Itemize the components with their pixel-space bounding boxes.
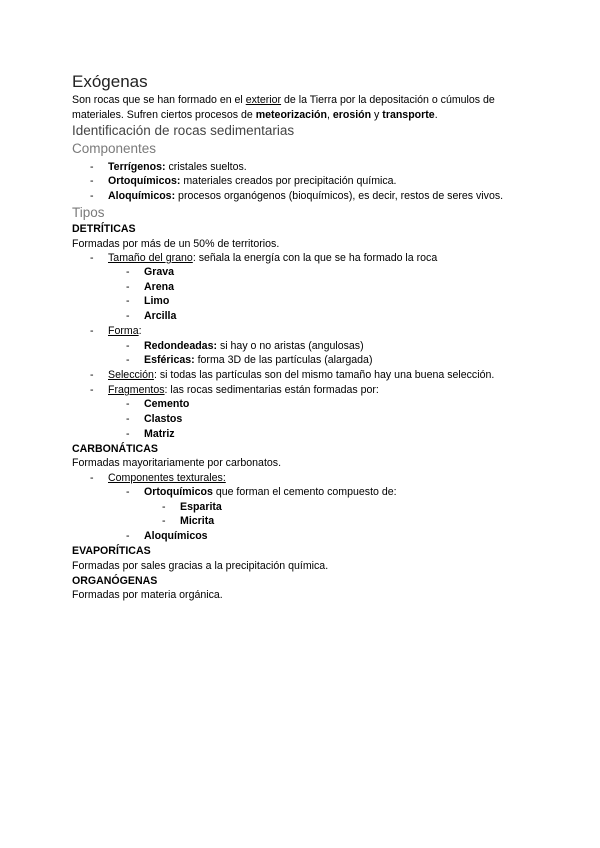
bullet: - xyxy=(126,486,130,498)
meteorizacion-term: meteorización xyxy=(255,109,327,121)
list-item: Matriz xyxy=(144,428,175,440)
intro-text: Son rocas que se han formado en el xyxy=(72,94,246,106)
list-item xyxy=(108,175,397,187)
list-item-text: materiales creados por precipitación química. xyxy=(180,175,397,187)
bullet: - xyxy=(90,252,94,264)
list-item: Cemento xyxy=(144,398,190,410)
bullet: - xyxy=(90,175,94,187)
list-item: Aloquímicos xyxy=(144,530,208,542)
bullet: - xyxy=(126,340,130,352)
bullet: - xyxy=(126,295,130,307)
list-item-term: Terrígenos: xyxy=(108,161,166,173)
list-item xyxy=(144,340,364,352)
list-item xyxy=(108,325,142,337)
carbonaticas-desc: Formadas mayoritariamente por carbonatos. xyxy=(72,457,282,469)
tipos-heading: Tipos xyxy=(72,205,105,220)
bullet: - xyxy=(90,161,94,173)
carbonaticas-title: CARBONÁTICAS xyxy=(72,443,158,455)
bullet: - xyxy=(90,384,94,396)
intro-text: materiales. Sufren ciertos procesos de xyxy=(72,109,256,121)
list-item-text: cristales sueltos. xyxy=(165,161,247,173)
bullet: - xyxy=(126,398,130,410)
list-item-term: Ortoquímicos xyxy=(144,486,213,498)
list-item xyxy=(108,161,247,173)
list-item-text: : si todas las partículas son del mismo tamaño hay una buena selección. xyxy=(153,369,495,381)
list-item: Limo xyxy=(144,295,170,307)
list-item xyxy=(144,354,372,366)
list-item-text: : xyxy=(138,325,142,337)
detriticas-title: DETRÍTICAS xyxy=(72,223,136,235)
list-item xyxy=(108,369,494,381)
list-item-text: forma 3D de las partículas (alargada) xyxy=(194,354,373,366)
list-item-text: : las rocas sedimentarias están formadas por: xyxy=(164,384,379,396)
list-item-text: procesos organógenos (bioquímicos), es decir, restos de seres vivos. xyxy=(175,190,504,202)
bullet: - xyxy=(126,428,130,440)
erosion-term: erosión xyxy=(332,109,372,121)
bullet: - xyxy=(162,501,166,513)
intro-paragraph xyxy=(72,93,495,123)
list-item: Clastos xyxy=(144,413,183,425)
section-heading: Identificación de rocas sedimentarias xyxy=(72,123,295,138)
list-item xyxy=(108,190,503,202)
exterior-term: exterior xyxy=(245,94,282,106)
bullet: - xyxy=(90,472,94,484)
separator: y xyxy=(371,109,383,121)
bullet: - xyxy=(126,530,130,542)
list-item-text: : señala la energía con la que se ha formado la roca xyxy=(192,252,438,264)
bullet: - xyxy=(90,325,94,337)
evaporiticas-desc: Formadas por sales gracias a la precipitación química. xyxy=(72,560,329,572)
list-item-term: Fragmentos xyxy=(108,384,165,396)
list-item: Arcilla xyxy=(144,310,177,322)
detriticas-desc: Formadas por más de un 50% de territorios. xyxy=(72,238,280,250)
transporte-term: transporte xyxy=(382,109,435,121)
list-item xyxy=(144,486,397,498)
list-item-term: Aloquímicos: xyxy=(108,190,176,202)
list-item: Componentes texturales: xyxy=(108,472,226,484)
list-item-term: Tamaño del grano xyxy=(108,252,193,264)
list-item xyxy=(108,384,379,396)
list-item: Grava xyxy=(144,266,175,278)
list-item xyxy=(108,252,437,264)
bullet: - xyxy=(126,310,130,322)
list-item-text: que forman el cemento compuesto de: xyxy=(212,486,397,498)
componentes-heading: Componentes xyxy=(72,141,157,156)
list-item-term: Forma xyxy=(108,325,139,337)
list-item-text: si hay o no aristas (angulosas) xyxy=(217,340,364,352)
intro-text: de la Tierra por la depositación o cúmulos de xyxy=(281,94,495,106)
list-item: Arena xyxy=(144,281,175,293)
organogenas-desc: Formadas por materia orgánica. xyxy=(72,589,223,601)
list-item-term: Redondeadas: xyxy=(144,340,217,352)
list-item: Esparita xyxy=(180,501,222,513)
bullet: - xyxy=(126,266,130,278)
title-heading: Exógenas xyxy=(72,72,148,91)
bullet: - xyxy=(126,413,130,425)
list-item-term: Selección xyxy=(108,369,154,381)
evaporiticas-title: EVAPORÍTICAS xyxy=(72,545,151,557)
list-item: Micrita xyxy=(180,515,215,527)
bullet: - xyxy=(126,354,130,366)
organogenas-title: ORGANÓGENAS xyxy=(72,575,158,587)
bullet: - xyxy=(90,369,94,381)
period: . xyxy=(434,109,438,121)
separator: , xyxy=(326,109,333,121)
bullet: - xyxy=(126,281,130,293)
list-item-term: Esféricas: xyxy=(144,354,195,366)
list-item-term: Ortoquímicos: xyxy=(108,175,181,187)
bullet: - xyxy=(162,515,166,527)
bullet: - xyxy=(90,190,94,202)
